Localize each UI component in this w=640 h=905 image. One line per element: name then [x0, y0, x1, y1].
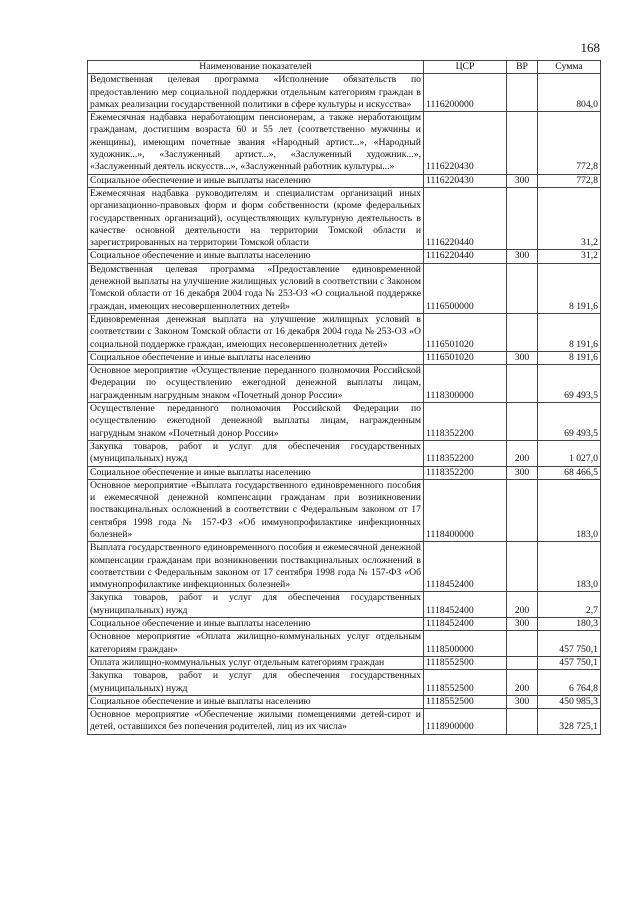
cell-vr: 300 — [507, 250, 538, 263]
cell-name: Осуществление переданного полномочия Российской Федерации по осуществлению ежегодной денежной выплаты лицам, награжденным нагрудным знаком «Почетный донор России» — [88, 403, 424, 441]
cell-csr: 1118452400 — [424, 618, 507, 631]
cell-vr: 300 — [507, 695, 538, 708]
cell-vr — [507, 631, 538, 657]
cell-vr — [507, 187, 538, 249]
cell-sum: 328 725,1 — [538, 709, 601, 735]
cell-csr: 1118552500 — [424, 695, 507, 708]
table-row — [88, 351, 601, 364]
cell-vr — [507, 112, 538, 174]
page-number: 168 — [580, 40, 600, 55]
cell-name: Социальное обеспечение и иные выплаты населению — [88, 351, 424, 364]
cell-vr: 300 — [507, 618, 538, 631]
cell-csr: 1116200000 — [424, 74, 507, 112]
cell-csr: 1116501020 — [424, 313, 507, 351]
cell-sum: 8 191,6 — [538, 263, 601, 313]
cell-sum: 804,0 — [538, 74, 601, 112]
cell-sum: 69 493,5 — [538, 365, 601, 403]
table-row — [88, 187, 601, 249]
cell-csr: 1118400000 — [424, 479, 507, 541]
cell-sum: 8 191,6 — [538, 313, 601, 351]
cell-vr — [507, 542, 538, 592]
cell-csr: 1118352200 — [424, 403, 507, 441]
cell-sum: 68 466,5 — [538, 466, 601, 479]
cell-sum: 31,2 — [538, 250, 601, 263]
table-row — [88, 631, 601, 657]
cell-csr: 1116220430 — [424, 174, 507, 187]
cell-vr — [507, 263, 538, 313]
cell-name: Ведомственная целевая программа «Исполнение обязательств по предоставлению мер социальной поддержки отдельным категориям граждан в рамках реализации государственной политики в сфере культуры и искусства» — [88, 74, 424, 112]
cell-name: Основное мероприятие «Осуществление переданного полномочия Российской Федерации по осуществлению ежегодной денежной выплаты лицам, награжденным нагрудным знаком «Почетный донор России» — [88, 365, 424, 403]
cell-sum: 183,0 — [538, 542, 601, 592]
cell-csr: 1118500000 — [424, 631, 507, 657]
cell-sum: 1 027,0 — [538, 440, 601, 466]
table-row — [88, 479, 601, 541]
cell-name: Выплата государственного единовременного пособия и ежемесячной денежной компенсации гражданам при возникновении поствакцинальных осложнений в соответствии с Федеральным законом от 17 сентября 1998 года № 157-ФЗ «Об иммунопрофилактике инфекционных болезней» — [88, 542, 424, 592]
cell-csr: 1118352200 — [424, 440, 507, 466]
cell-vr — [507, 365, 538, 403]
cell-csr: 1118300000 — [424, 365, 507, 403]
cell-csr: 1116220430 — [424, 112, 507, 174]
table-row — [88, 656, 601, 669]
cell-csr: 1116220440 — [424, 250, 507, 263]
table-row — [88, 112, 601, 174]
cell-sum: 31,2 — [538, 187, 601, 249]
header-sum: Сумма — [538, 61, 601, 74]
table-row — [88, 74, 601, 112]
cell-name: Социальное обеспечение и иные выплаты населению — [88, 618, 424, 631]
cell-csr: 1118352200 — [424, 466, 507, 479]
budget-table — [87, 60, 601, 735]
cell-csr: 1118452400 — [424, 542, 507, 592]
table-row — [88, 466, 601, 479]
cell-sum: 8 191,6 — [538, 351, 601, 364]
table-row — [88, 174, 601, 187]
cell-name: Основное мероприятие «Оплата жилищно-коммунальных услуг отдельным категориям граждан» — [88, 631, 424, 657]
cell-sum: 457 750,1 — [538, 656, 601, 669]
cell-name: Ведомственная целевая программа «Предоставление единовременной денежной выплаты на улучшение жилищных условий в соответствии с Законом Томской области от 16 декабря 2004 года № 253-ОЗ «О социальной поддержке граждан, имеющих несовершеннолетних детей» — [88, 263, 424, 313]
cell-name: Социальное обеспечение и иные выплаты населению — [88, 250, 424, 263]
header-vr: ВР — [507, 61, 538, 74]
header-csr: ЦСР — [424, 61, 507, 74]
cell-name: Социальное обеспечение и иные выплаты населению — [88, 695, 424, 708]
table-row — [88, 670, 601, 696]
cell-vr — [507, 709, 538, 735]
cell-sum: 772,8 — [538, 112, 601, 174]
cell-sum: 772,8 — [538, 174, 601, 187]
cell-name: Ежемесячная надбавка руководителям и специалистам организаций иных организационно-правовых форм и форм собственности (кроме федеральных государственных организаций), осуществляющих культурную деятельность в качестве основной деятельности на территории Томской области и зарегистрированных на территории Томской области — [88, 187, 424, 249]
cell-csr: 1116220440 — [424, 187, 507, 249]
cell-name: Закупка товаров, работ и услуг для обеспечения государственных (муниципальных) нужд — [88, 440, 424, 466]
cell-name: Основное мероприятие «Обеспечение жилыми помещениями детей-сирот и детей, оставшихся без попечения родителей, лиц из их числа» — [88, 709, 424, 735]
cell-sum: 457 750,1 — [538, 631, 601, 657]
table-row — [88, 592, 601, 618]
cell-vr: 200 — [507, 670, 538, 696]
cell-sum: 450 985,3 — [538, 695, 601, 708]
cell-name: Единовременная денежная выплата на улучшение жилищных условий в соответствии с Законом Томской области от 16 декабря 2004 года № 253-ОЗ «О социальной поддержке граждан, имеющих несовершеннолетних детей» — [88, 313, 424, 351]
table-row — [88, 709, 601, 735]
table-row — [88, 440, 601, 466]
cell-sum: 2,7 — [538, 592, 601, 618]
cell-sum: 6 764,8 — [538, 670, 601, 696]
table-row — [88, 250, 601, 263]
cell-vr: 300 — [507, 351, 538, 364]
cell-vr: 200 — [507, 440, 538, 466]
cell-csr: 1116500000 — [424, 263, 507, 313]
cell-vr — [507, 313, 538, 351]
cell-vr: 200 — [507, 592, 538, 618]
cell-vr: 300 — [507, 466, 538, 479]
cell-csr: 1118552500 — [424, 670, 507, 696]
cell-csr: 1116501020 — [424, 351, 507, 364]
cell-name: Социальное обеспечение и иные выплаты населению — [88, 174, 424, 187]
table-row — [88, 618, 601, 631]
table-row — [88, 313, 601, 351]
table-row — [88, 263, 601, 313]
table-row — [88, 542, 601, 592]
table-row — [88, 695, 601, 708]
cell-name: Социальное обеспечение и иные выплаты населению — [88, 466, 424, 479]
table-row — [88, 365, 601, 403]
cell-vr — [507, 403, 538, 441]
cell-name: Закупка товаров, работ и услуг для обеспечения государственных (муниципальных) нужд — [88, 592, 424, 618]
cell-name: Ежемесячная надбавка неработающим пенсионерам, а также неработающим гражданам, достигшим возраста 60 и 55 лет (соответственно мужчины и женщины), имеющим почетные звания «Народный артист...», «Народный художник...», «Заслуженный артист...», «Заслуженный художник...», «Заслуженный деятель искусств...», «Заслуженный работник культуры...» — [88, 112, 424, 174]
cell-sum: 183,0 — [538, 479, 601, 541]
cell-name: Закупка товаров, работ и услуг для обеспечения государственных (муниципальных) нужд — [88, 670, 424, 696]
cell-csr: 1118552500 — [424, 656, 507, 669]
cell-sum: 180,3 — [538, 618, 601, 631]
cell-sum: 69 493,5 — [538, 403, 601, 441]
cell-csr: 1118452400 — [424, 592, 507, 618]
table-row — [88, 403, 601, 441]
table-header-row — [88, 61, 601, 74]
cell-vr — [507, 479, 538, 541]
cell-vr — [507, 656, 538, 669]
cell-vr: 300 — [507, 174, 538, 187]
cell-name: Оплата жилищно-коммунальных услуг отдельным категориям граждан — [88, 656, 424, 669]
cell-name: Основное мероприятие «Выплата государственного единовременного пособия и ежемесячной денежной компенсации гражданам при возникновении поствакцинальных осложнений в соответствии с Федеральным законом от 17 сентября 1998 года № 157-ФЗ «Об иммунопрофилактике инфекционных болезней» — [88, 479, 424, 541]
cell-vr — [507, 74, 538, 112]
cell-csr: 1118900000 — [424, 709, 507, 735]
header-name: Наименование показателей — [88, 61, 424, 74]
